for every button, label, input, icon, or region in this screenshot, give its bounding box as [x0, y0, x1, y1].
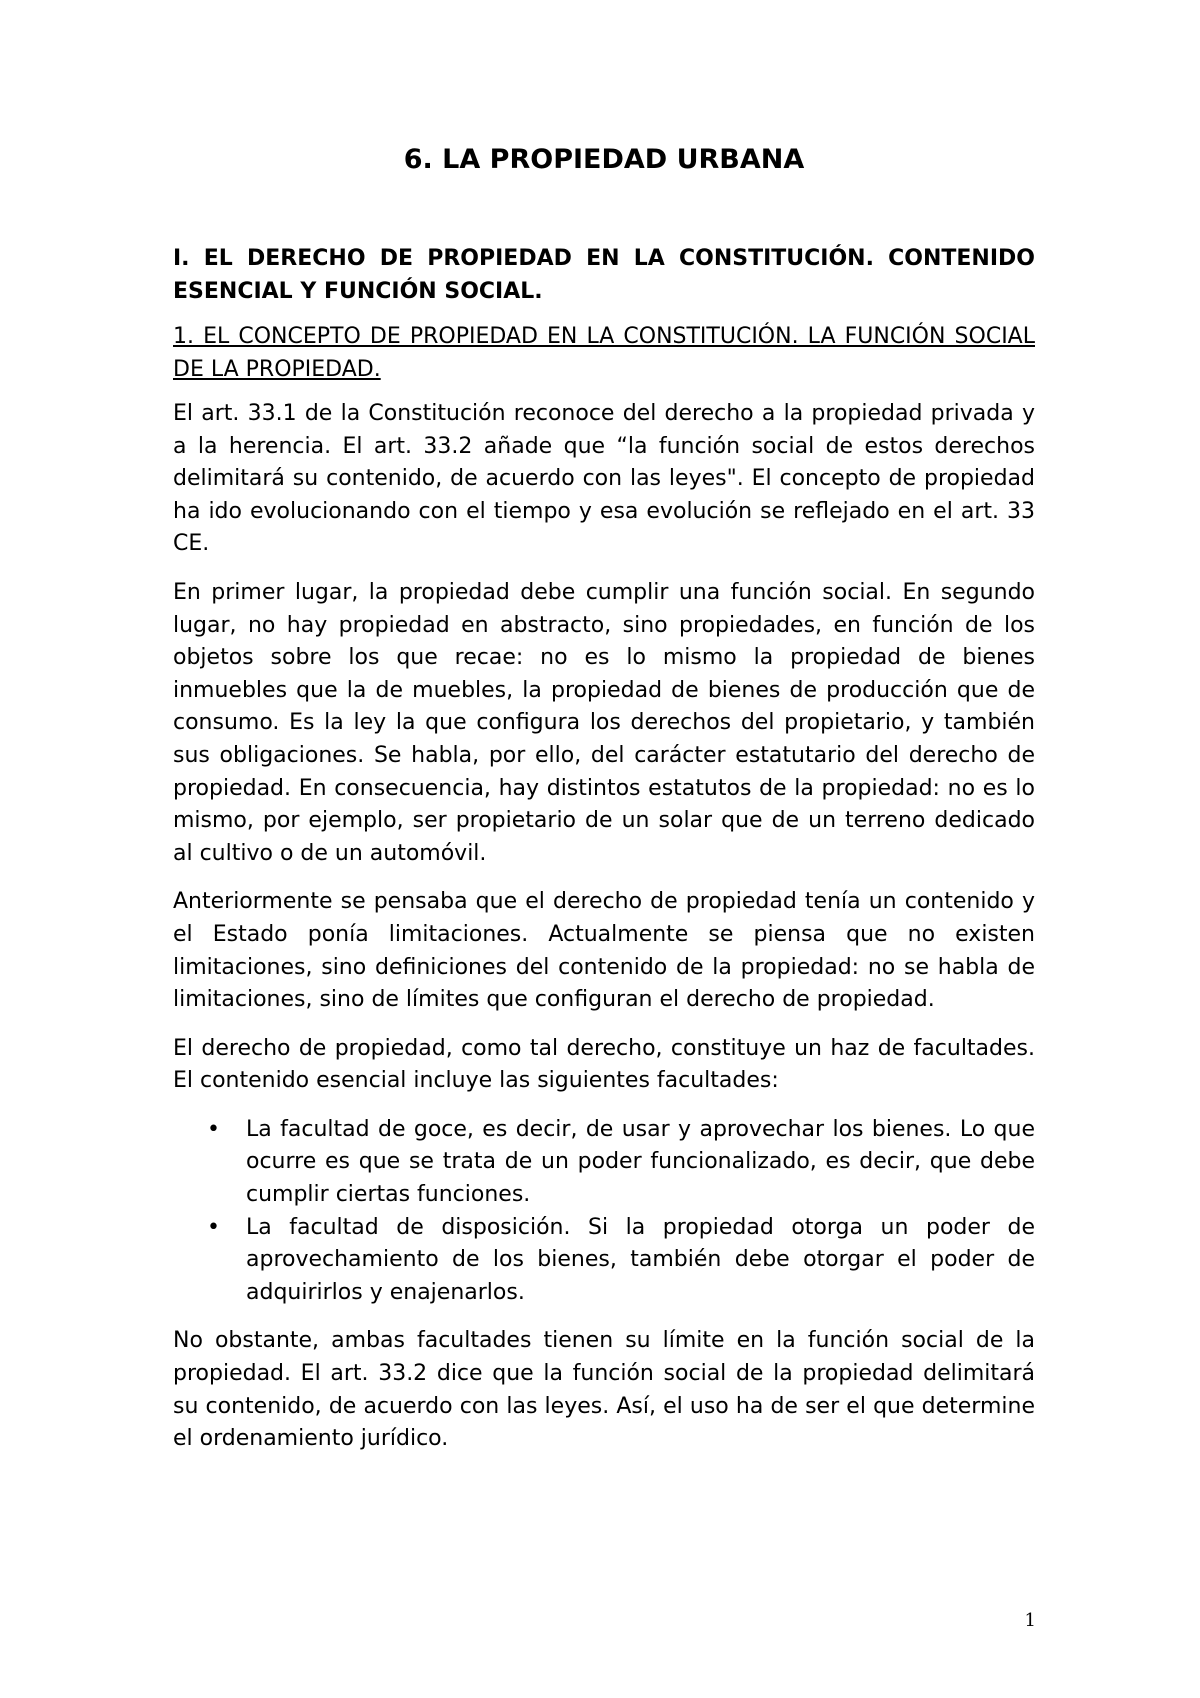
list-item-text: La facultad de goce, es decir, de usar y aprovechar los bienes. Lo que ocurre es que se trata de un poder funcionalizado, es decir, que debe cumplir ciertas funciones.: [246, 1116, 1035, 1208]
bullet-icon: •: [207, 1116, 220, 1142]
list-item-text: La facultad de disposición. Si la propiedad otorga un poder de aprovechamiento de los bienes, también debe otorgar el poder de adquirirlos y enajenarlos.: [246, 1214, 1035, 1305]
subsection-heading: 1. EL CONCEPTO DE PROPIEDAD EN LA CONSTITUCIÓN. LA FUNCIÓN SOCIAL DE LA PROPIEDAD.: [173, 324, 1035, 382]
page-title: 6. LA PROPIEDAD URBANA: [403, 144, 805, 175]
list-item: [173, 1212, 1035, 1310]
paragraph-faculties: El derecho de propiedad, como tal derecho, constituye un haz de facultades. El contenido esencial incluye las siguientes facultades:: [173, 1035, 1035, 1094]
faculties-list: [173, 1114, 1035, 1310]
document-body: [173, 140, 1035, 1472]
paragraph-function-social: En primer lugar, la propiedad debe cumplir una función social. En segundo lugar, no hay propiedad en abstracto, sino propiedades, en función de los objetos sobre los que recae: no es lo mismo la propiedad de bienes inmuebles que la de muebles, la propiedad de bienes de producción que de consumo. Es la ley la que configura los derechos del propietario, y también sus obligaciones. Se habla, por ello, del carácter estatutario del derecho de propiedad. En consecuencia, hay distintos estatutos de la propiedad: no es lo mismo, por ejemplo, ser propietario de un solar que de un terreno dedicado al cultivo o de un automóvil.: [173, 579, 1035, 866]
paragraph-intro: El art. 33.1 de la Constitución reconoce del derecho a la propiedad privada y a la herencia. El art. 33.2 añade que “la función social de estos derechos delimitará su contenido, de acuerdo con las leyes". El concepto de propiedad ha ido evolucionando con el tiempo y esa evolución se reflejado en el art. 33 CE.: [173, 401, 1035, 557]
section-heading: I. EL DERECHO DE PROPIEDAD EN LA CONSTITUCIÓN. CONTENIDO ESENCIAL Y FUNCIÓN SOCIAL.: [173, 246, 1035, 304]
list-item: [173, 1114, 1035, 1212]
paragraph-closing: No obstante, ambas facultades tienen su límite en la función social de la propiedad. El art. 33.2 dice que la función social de la propiedad delimitará su contenido, de acuerdo con las leyes. Así, el uso ha de ser el que determine el ordenamiento jurídico.: [173, 1328, 1035, 1452]
page-number: 1: [1024, 1610, 1036, 1631]
paragraph-limitations: Anteriormente se pensaba que el derecho de propiedad tenía un contenido y el Estado ponía limitaciones. Actualmente se piensa que no existen limitaciones, sino definiciones del contenido de la propiedad: no se habla de limitaciones, sino de límites que configuran el derecho de propiedad.: [173, 889, 1035, 1013]
bullet-icon: •: [207, 1214, 220, 1240]
